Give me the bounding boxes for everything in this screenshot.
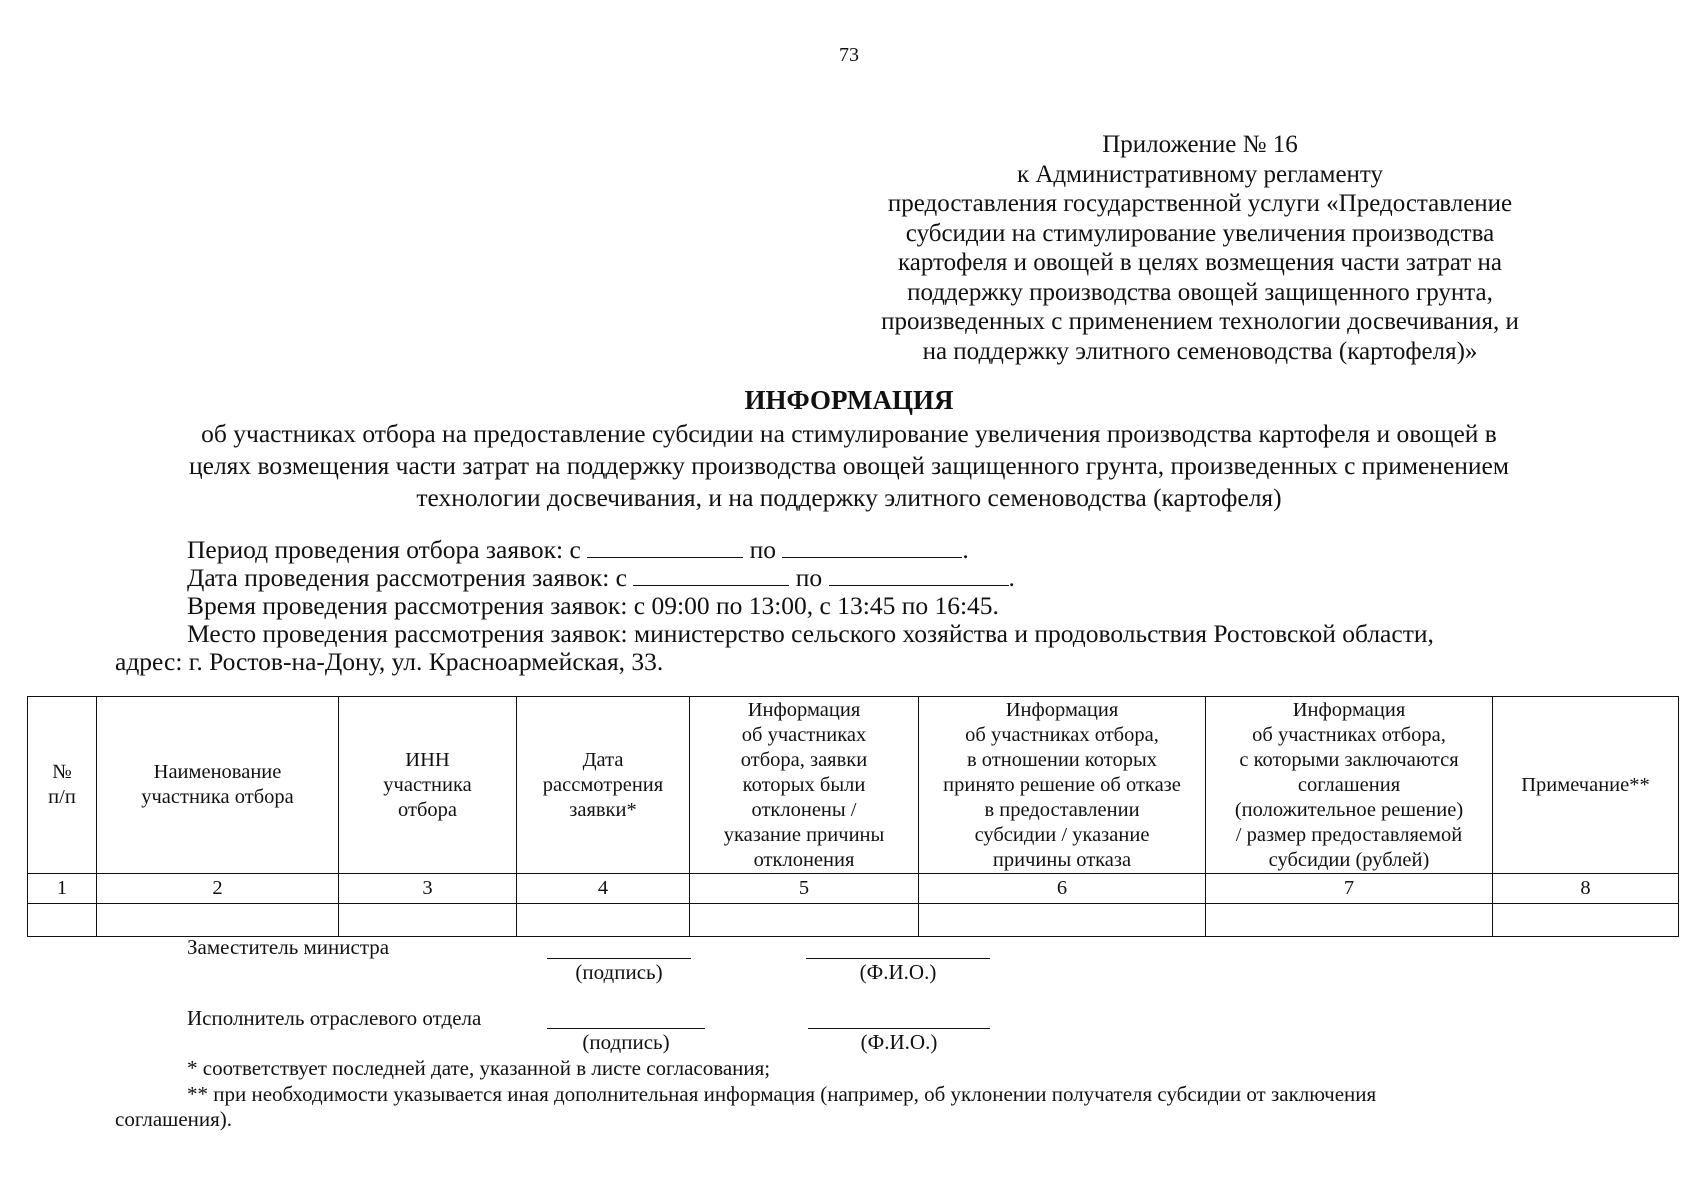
appendix-line: произведенных с применением технологии досвечивания, и	[881, 308, 1519, 335]
header-cell: Наименование участника отбора	[97, 697, 339, 874]
empty-cell[interactable]	[690, 904, 919, 937]
period-from-blank[interactable]	[587, 537, 743, 558]
empty-cell[interactable]	[517, 904, 690, 937]
column-number: 8	[1493, 874, 1679, 904]
review-time-line: Время проведения рассмотрения заявок: с 09:00 по 13:00, с 13:45 по 16:45.	[187, 591, 999, 620]
page-number: 73	[839, 44, 859, 66]
column-number: 6	[919, 874, 1206, 904]
column-number: 5	[690, 874, 919, 904]
column-number: 1	[28, 874, 97, 904]
executor-name-caption: (Ф.И.О.)	[860, 1030, 938, 1054]
subtitle-line: об участниках отбора на предоставление субсидии на стимулирование увеличения производства картофеля и овощей в	[201, 419, 1497, 448]
appendix-line: предоставления государственной услуги «Предоставление	[887, 190, 1513, 217]
executor-name-line[interactable]	[808, 1028, 990, 1029]
place-line: Место проведения рассмотрения заявок: министерство сельского хозяйства и продовольствия Ростовской области,	[187, 619, 1434, 648]
column-number-row	[28, 874, 1679, 904]
deputy-name-caption: (Ф.И.О.)	[859, 960, 937, 984]
document-subtitle	[110, 418, 1588, 514]
appendix-line: картофеля и овощей в целях возмещения части затрат на	[897, 249, 1503, 276]
column-number: 3	[339, 874, 517, 904]
period-po: по	[749, 535, 776, 564]
header-cell: Примечание**	[1493, 697, 1679, 874]
period-line	[187, 536, 969, 564]
empty-cell[interactable]	[1206, 904, 1493, 937]
review-date-dot: .	[1008, 563, 1015, 592]
executor-label: Исполнитель отраслевого отдела	[187, 1006, 482, 1030]
column-number: 2	[97, 874, 339, 904]
review-date-to-blank[interactable]	[829, 565, 1009, 586]
appendix-header	[840, 130, 1560, 366]
period-dot: .	[962, 535, 969, 564]
column-number: 7	[1206, 874, 1493, 904]
period-label: Период проведения отбора заявок: с	[187, 535, 581, 564]
header-cell: Дата рассмотрения заявки*	[517, 697, 690, 874]
subtitle-line: технологии досвечивания, и на поддержку элитного семеноводства (картофеля)	[416, 483, 1282, 512]
review-date-po: по	[795, 563, 823, 592]
appendix-line: к Административному регламенту	[1016, 160, 1384, 188]
empty-cell[interactable]	[1493, 904, 1679, 937]
appendix-line: поддержку производства овощей защищенного грунта,	[907, 278, 1493, 306]
executor-signature-caption: (подпись)	[582, 1030, 670, 1054]
appendix-line: Приложение № 16	[1102, 131, 1298, 158]
footnote-2-continued: соглашения).	[115, 1107, 233, 1131]
empty-cell[interactable]	[339, 904, 517, 937]
appendix-line: на поддержку элитного семеноводства (картофеля)»	[922, 337, 1478, 365]
table-row	[28, 904, 1679, 937]
header-cell: Информация об участниках отбора, с которыми заключаются соглашения (положительное решение) / размер предоставляемой субсидии (рублей)	[1206, 697, 1493, 874]
deputy-minister-label: Заместитель министра	[187, 935, 390, 959]
footnote-2: ** при необходимости указывается иная дополнительная информация (например, об уклонении получателя субсидии от заключения	[187, 1082, 1377, 1106]
appendix-line: субсидии на стимулирование увеличения производства	[905, 219, 1495, 247]
review-date-line	[187, 564, 1015, 592]
deputy-signature-caption: (подпись)	[575, 960, 663, 984]
header-cell: Информация об участниках отбора, заявки которых были отклонены / указание причины отклонения	[690, 697, 919, 874]
deputy-signature-line[interactable]	[547, 958, 691, 959]
subtitle-line: целях возмещения части затрат на поддержку производства овощей защищенного грунта, произведенных с применением	[188, 451, 1510, 480]
column-number: 4	[517, 874, 690, 904]
header-cell: № п/п	[28, 697, 97, 874]
footnote-1: * соответствует последней дате, указанной в листе согласования;	[187, 1056, 771, 1080]
participants-table	[27, 696, 1679, 937]
review-date-from-blank[interactable]	[633, 565, 789, 586]
period-to-blank[interactable]	[782, 537, 962, 558]
empty-cell[interactable]	[28, 904, 97, 937]
empty-cell[interactable]	[97, 904, 339, 937]
header-cell: Информация об участниках отбора, в отношении которых принято решение об отказе в предоставлении субсидии / указание причины отказа	[919, 697, 1206, 874]
empty-cell[interactable]	[919, 904, 1206, 937]
document-title: ИНФОРМАЦИЯ	[744, 385, 954, 415]
review-date-label: Дата проведения рассмотрения заявок: с	[187, 563, 627, 592]
deputy-name-line[interactable]	[806, 958, 990, 959]
header-cell: ИНН участника отбора	[339, 697, 517, 874]
executor-signature-line[interactable]	[547, 1028, 705, 1029]
address-line: адрес: г. Ростов-на-Дону, ул. Красноармейская, 33.	[115, 647, 664, 676]
